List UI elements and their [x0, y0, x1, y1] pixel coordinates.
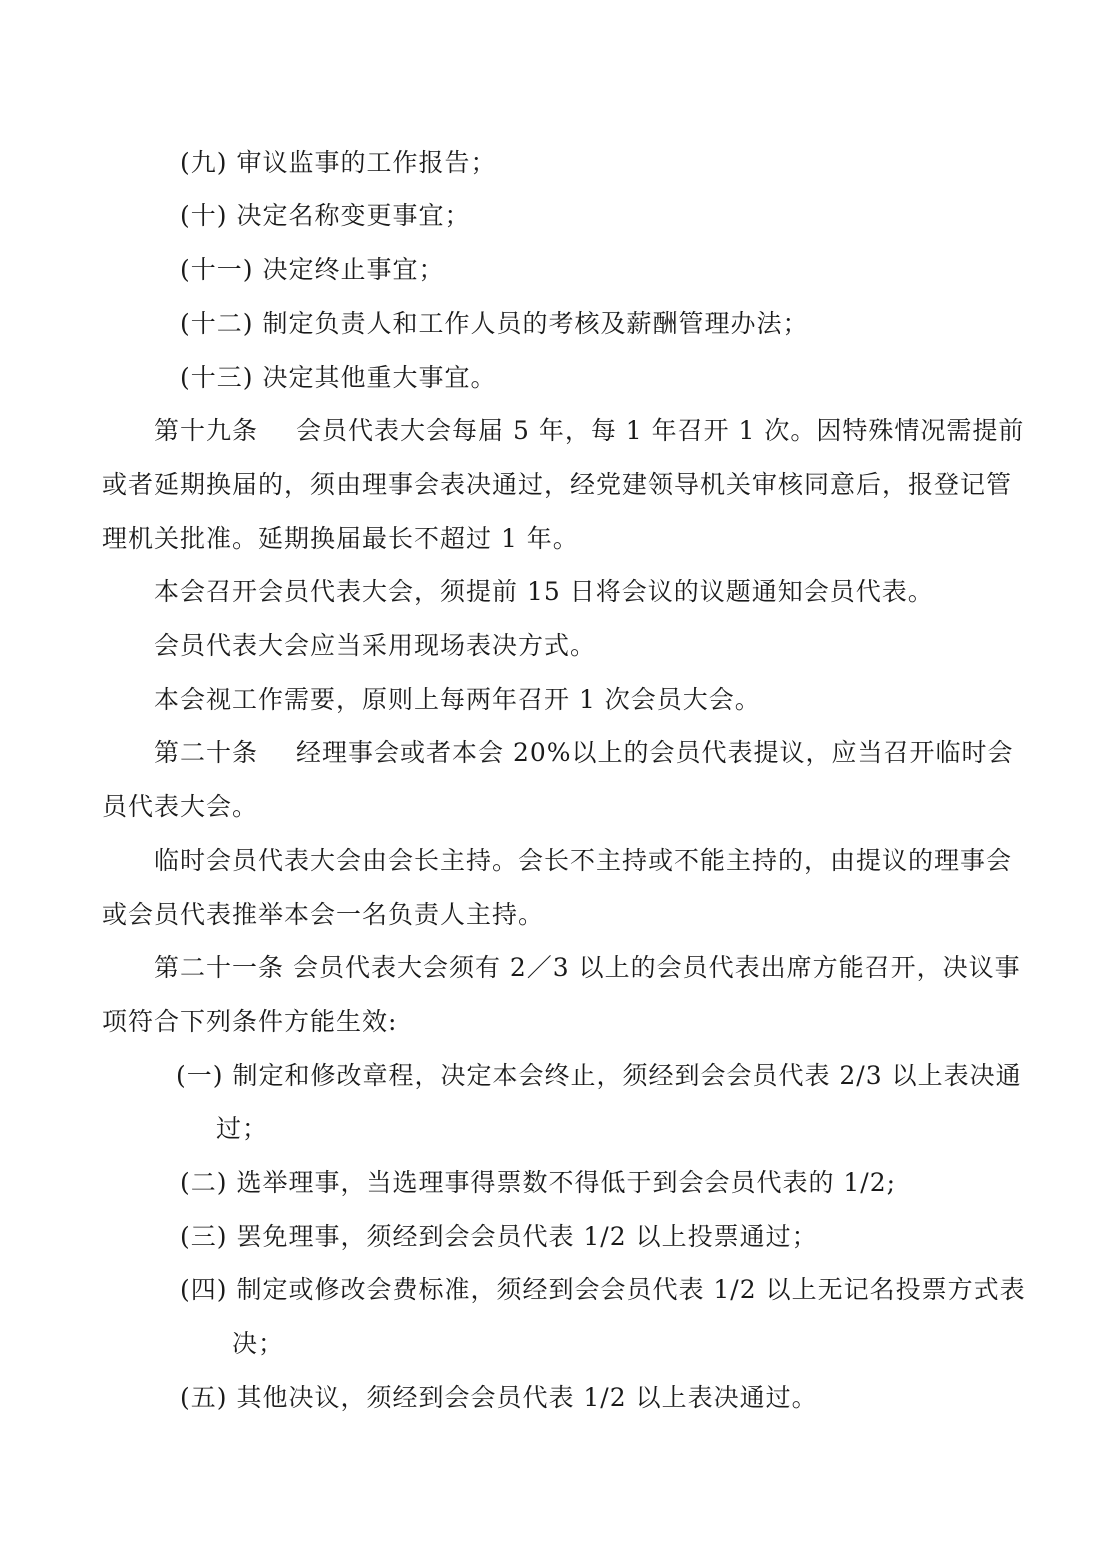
list-item: (一) 制定和修改章程，决定本会终止，须经到会会员代表 2/3 以上表决通 — [176, 1061, 1022, 1090]
list-item: (十) 决定名称变更事宜； — [180, 201, 471, 230]
list-item: (十二) 制定负责人和工作人员的考核及薪酬管理办法； — [180, 309, 809, 338]
paragraph-line: 会员代表大会应当采用现场表决方式。 — [154, 631, 597, 660]
paragraph-line: 理机关批准。延期换届最长不超过 1 年。 — [102, 524, 579, 553]
article-20-label: 第二十条 — [154, 738, 259, 767]
list-item: (十一) 决定终止事宜； — [180, 255, 445, 284]
paragraph-line: 或会员代表推举本会一名负责人主持。 — [102, 900, 545, 929]
paragraph-line: 或者延期换届的，须由理事会表决通过，经党建领导机关审核同意后，报登记管 — [102, 470, 1013, 499]
list-item-continuation: 决； — [232, 1329, 285, 1358]
article-20-text: 经理事会或者本会 20%以上的会员代表提议，应当召开临时会 — [296, 738, 1014, 767]
list-item: (九) 审议监事的工作报告； — [180, 148, 497, 177]
list-item: (三) 罢免理事，须经到会会员代表 1/2 以上投票通过； — [180, 1222, 818, 1251]
article-19-line — [154, 414, 1024, 448]
article-19-text: 会员代表大会每届 5 年，每 1 年召开 1 次。因特殊情况需提前 — [296, 416, 1025, 445]
paragraph-line: 本会召开会员代表大会，须提前 15 日将会议的议题通知会员代表。 — [154, 577, 934, 606]
list-item: (四) 制定或修改会费标准，须经到会会员代表 1/2 以上无记名投票方式表 — [180, 1275, 1026, 1304]
list-item-continuation: 过； — [216, 1114, 269, 1143]
article-19-label: 第十九条 — [154, 416, 259, 445]
list-item: (二) 选举理事，当选理事得票数不得低于到会会员代表的 1/2; — [180, 1168, 897, 1197]
paragraph-line: 项符合下列条件方能生效: — [102, 1007, 398, 1036]
paragraph-line: 员代表大会。 — [102, 792, 259, 821]
paragraph-line: 本会视工作需要，原则上每两年召开 1 次会员大会。 — [154, 685, 761, 714]
list-item: (五) 其他决议，须经到会会员代表 1/2 以上表决通过。 — [180, 1383, 818, 1412]
article-21-line: 第二十一条 会员代表大会须有 2／3 以上的会员代表出席方能召开，决议事 — [154, 953, 1021, 982]
list-item: (十三) 决定其他重大事宜。 — [180, 363, 497, 392]
paragraph-line: 临时会员代表大会由会长主持。会长不主持或不能主持的，由提议的理事会 — [154, 846, 1013, 875]
article-20-line — [154, 736, 1014, 770]
